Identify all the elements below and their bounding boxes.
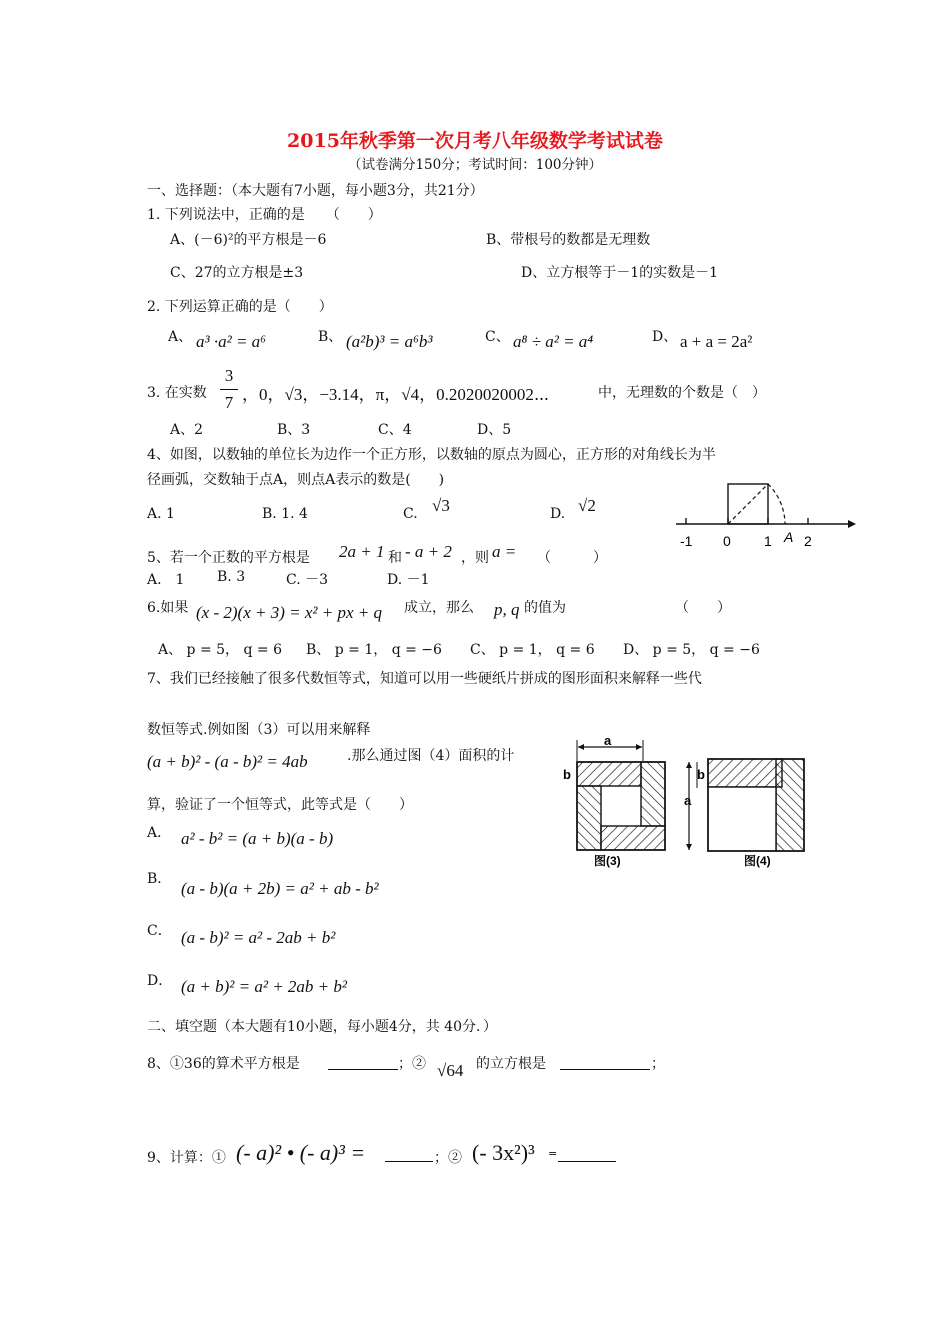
question-4-line-1: 4、如图，以数轴的单位长为边作一个正方形，以数轴的原点为圆心，正方形的对角线长为半	[147, 447, 716, 463]
question-3-option-a: A、2	[170, 422, 204, 438]
axis-arrow-icon	[848, 520, 856, 528]
label-a: a	[604, 735, 612, 748]
question-3-number-list: ，0，√3，−3.14，π，√4，0.2020020002⋯	[242, 385, 550, 404]
question-4-option-d-value: √2	[578, 496, 596, 515]
question-6-option-d: D、 p = 5， q = −6	[623, 642, 760, 658]
question-2-stem: 2. 下列运算正确的是（ ）	[147, 299, 333, 315]
question-7-line-2: 数恒等式.例如图（3）可以用来解释	[147, 722, 371, 738]
question-1-option-d: D、立方根等于－1的实数是－1	[521, 265, 719, 281]
question-2-option-d-expr: a + a = 2a²	[680, 332, 753, 351]
question-2-option-c-expr: a⁸ ÷ a² = a⁴	[513, 332, 594, 351]
exam-info: （试卷满分150分；考试时间：100分钟）	[347, 157, 603, 173]
section-heading: 一、选择题：（本大题有7小题，每小题3分，共21分）	[147, 183, 484, 199]
label-b: b	[697, 767, 705, 782]
figure-3-caption: 图(3)	[594, 854, 621, 868]
answer-blank[interactable]	[385, 1161, 433, 1162]
question-7-option-d-expr: (a + b)² = a² + 2ab + b²	[181, 977, 347, 996]
question-7-option-a-label: A．	[147, 825, 172, 841]
question-2-option-c-label: C、	[485, 329, 510, 345]
question-7-option-b-expr: (a - b)(a + 2b) = a² + ab - b²	[181, 879, 379, 898]
arrow-icon	[578, 744, 584, 750]
question-8-part-4: ；	[651, 1056, 665, 1072]
tick-label-2: 2	[804, 533, 812, 549]
question-9-part-2: ；②	[434, 1150, 462, 1166]
question-8-part-2: ；②	[398, 1056, 426, 1072]
arc	[768, 484, 785, 524]
question-2-option-b-expr: (a²b)³ = a⁶b³	[346, 332, 433, 351]
question-6-option-c: C、 p = 1， q = 6	[470, 642, 595, 658]
question-2-option-a-expr: a³ ·a² = a⁶	[196, 332, 267, 351]
question-7-option-c-expr: (a - b)² = a² - 2ab + b²	[181, 928, 336, 947]
square-diagonal	[728, 484, 768, 524]
question-5-expr-3: a =	[492, 542, 517, 561]
question-2-option-a-label: A、	[168, 329, 193, 345]
question-7-line-1: 7、我们已经接触了很多代数恒等式，知道可以用一些硬纸片拼成的图形面积来解释一些代	[147, 671, 702, 687]
page-title: 2015年秋季第一次月考八年级数学考试试卷	[287, 130, 663, 152]
question-7-expr: (a + b)² - (a - b)² = 4ab	[147, 752, 308, 771]
question-6-suffix: 的值为	[524, 600, 566, 616]
question-3-fraction-numerator: 3	[224, 366, 234, 385]
question-4-option-a: A. 1	[147, 506, 175, 522]
question-6-vars: p, q	[494, 600, 520, 619]
question-5-option-b: B. 3	[217, 569, 246, 585]
question-7-option-b-label: B．	[147, 871, 172, 887]
question-7-line-3: .那么通过图（4）面积的计	[347, 748, 515, 764]
question-5-prefix: 5、若一个正数的平方根是	[147, 550, 310, 566]
question-2-option-d-label: D、	[652, 329, 678, 345]
question-6-mid: 成立，那么	[404, 600, 474, 616]
question-3-option-d: D、5	[477, 422, 512, 438]
question-4-option-b: B. 1. 4	[262, 506, 308, 522]
question-4-option-c-value: √3	[432, 496, 450, 515]
question-7-option-a-expr: a² - b² = (a + b)(a - b)	[181, 829, 334, 848]
arrow-icon	[686, 844, 692, 850]
question-5-expr-2: - a + 2	[405, 542, 452, 561]
question-9-equals: =	[548, 1147, 558, 1160]
label-a: a	[684, 793, 692, 808]
arrow-icon	[636, 744, 642, 750]
question-1-option-c: C、27的立方根是±3	[170, 265, 304, 281]
number-line-figure	[672, 476, 856, 554]
question-8-radical: √64	[437, 1061, 464, 1080]
question-3-option-c: C、4	[378, 422, 412, 438]
question-3-suffix: 中，无理数的个数是（ ）	[598, 385, 766, 401]
tick-label-0: 0	[723, 533, 731, 549]
point-a-label: A	[784, 529, 794, 545]
answer-blank[interactable]	[328, 1069, 398, 1070]
question-7-option-d-label: D．	[147, 973, 173, 989]
tick-label-1: 1	[764, 533, 772, 549]
question-5-mid-2: ，则	[461, 550, 489, 566]
question-4-line-2: 径画弧，交数轴于点A，则点A表示的数是( )	[147, 472, 445, 488]
question-4-option-d: D.	[550, 506, 566, 522]
question-1-option-b: B、带根号的数都是无理数	[486, 232, 651, 248]
question-6-paren: （ ）	[675, 600, 731, 616]
question-7-line-4: 算，验证了一个恒等式，此等式是（ ）	[147, 797, 413, 813]
question-7-option-c-label: C．	[147, 923, 172, 939]
question-9-expr-2: (- 3x²)³	[472, 1140, 535, 1165]
arrow-icon	[686, 762, 692, 768]
answer-blank[interactable]	[560, 1069, 650, 1070]
label-b: b	[563, 767, 571, 782]
question-6-expr: (x - 2)(x + 3) = x² + px + q	[196, 603, 382, 622]
question-6-prefix: 6.如果	[147, 600, 189, 616]
question-3-prefix: 3. 在实数	[147, 385, 207, 401]
figure-4	[678, 735, 812, 869]
question-8-part-1: 8、①36的算术平方根是	[147, 1056, 300, 1072]
question-3-fraction-bar	[220, 389, 238, 390]
question-5-option-a: A. 1	[147, 572, 185, 588]
question-6-option-b: B、 p = 1， q = −6	[306, 642, 442, 658]
question-5-option-c: C. －3	[286, 572, 329, 588]
question-3-fraction-denominator: 7	[224, 393, 234, 412]
question-2-option-b-label: B、	[318, 329, 343, 345]
question-5-paren: （ ）	[537, 550, 607, 566]
question-4-option-c: C.	[403, 506, 418, 522]
section-heading: 二、填空题（本大题有10小题，每小题4分，共 40分．）	[147, 1019, 497, 1035]
question-3-option-b: B、3	[277, 422, 311, 438]
question-5-mid: 和	[388, 550, 402, 566]
question-1-option-a: A、(－6)²的平方根是－6	[170, 232, 327, 248]
figure-4-caption: 图(4)	[744, 854, 771, 868]
question-1-stem: 1. 下列说法中，正确的是 （ ）	[147, 207, 382, 223]
question-5-option-d: D. －1	[387, 572, 430, 588]
figure-3	[560, 735, 678, 869]
question-9-part-1: 9、计算：①	[147, 1150, 226, 1166]
question-9-expr-1: (- a)² • (- a)³ =	[236, 1140, 366, 1165]
question-8-part-3: 的立方根是	[476, 1056, 546, 1072]
question-6-option-a: A、 p = 5， q = 6	[158, 642, 283, 658]
answer-blank[interactable]	[558, 1161, 616, 1162]
tick-label-neg1: -1	[680, 533, 693, 549]
question-5-expr-1: 2a + 1	[339, 542, 385, 561]
